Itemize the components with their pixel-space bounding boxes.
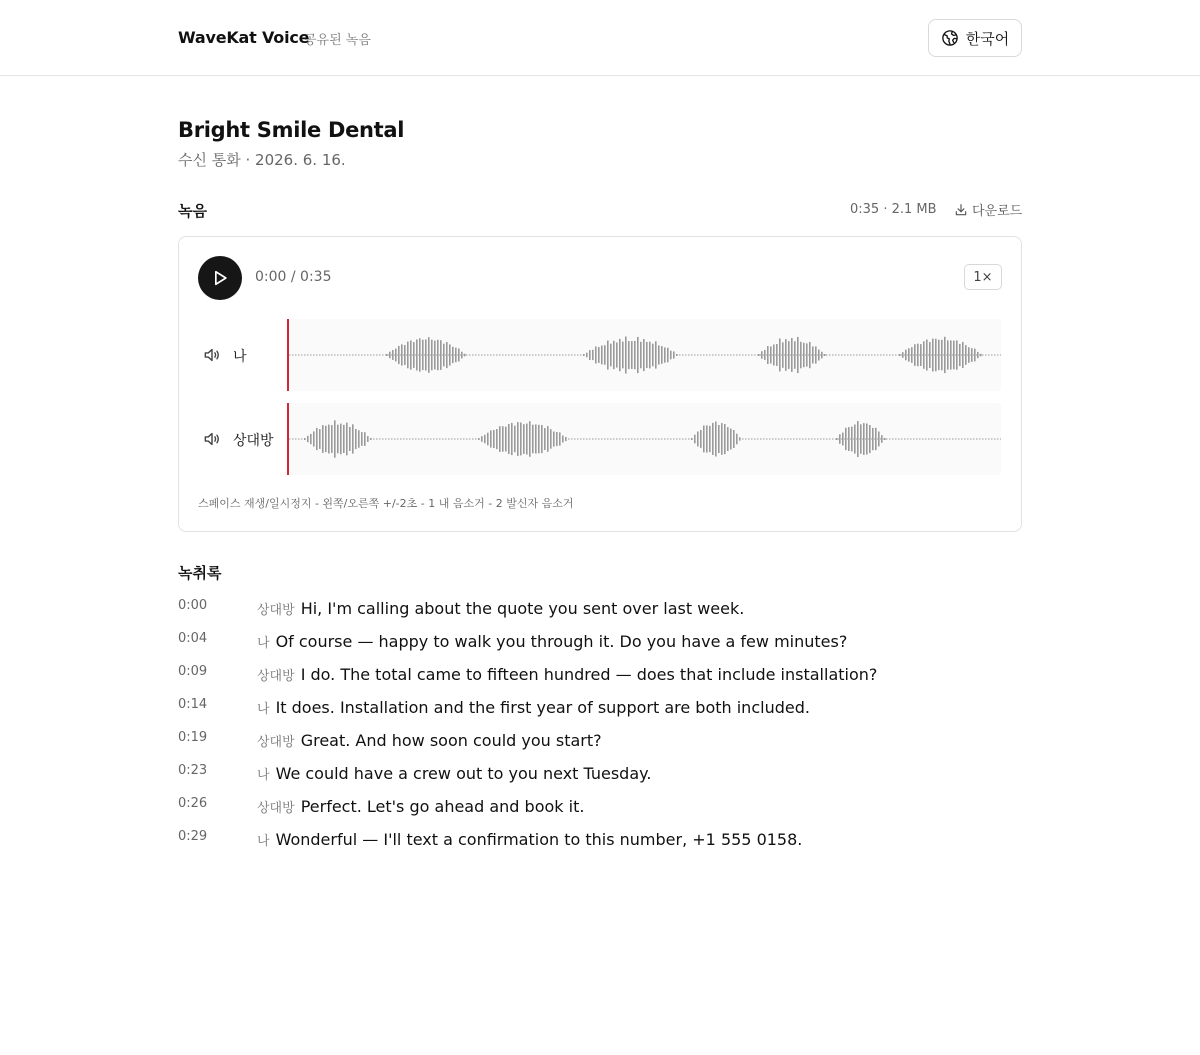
waveform-bar xyxy=(449,344,451,365)
waveform-bar xyxy=(592,350,594,360)
waveform-bar xyxy=(410,341,412,370)
waveform-bar xyxy=(325,426,327,452)
waveform-bar xyxy=(875,428,877,450)
waveform-bar xyxy=(854,425,856,454)
waveform-bar xyxy=(691,438,693,440)
waveform-bar xyxy=(673,351,675,358)
waveform-bar xyxy=(502,426,504,452)
transcript-text: Perfect. Let's go ahead and book it. xyxy=(300,797,585,816)
waveform-bar xyxy=(532,425,534,454)
waveform-bar xyxy=(628,341,630,369)
transcript-text: Hi, I'm calling about the quote you sent over last week. xyxy=(300,599,745,618)
waveform-bar xyxy=(944,337,946,373)
waveform-me[interactable] xyxy=(287,319,1001,391)
transcript-speaker: 상대방 xyxy=(257,801,295,816)
waveform-graphic xyxy=(287,403,1001,475)
waveform-bar xyxy=(872,428,874,450)
waveform-bar xyxy=(464,354,466,357)
waveform-bar xyxy=(917,344,919,367)
top-bar xyxy=(0,0,1200,76)
waveform-bar xyxy=(598,347,600,363)
call-subtitle: 수신 통화 · 2026. 6. 16. xyxy=(178,151,346,169)
waveform-bar xyxy=(664,347,666,362)
waveform-bar xyxy=(694,435,696,444)
waveform-bar xyxy=(529,421,531,457)
transcript-time: 0:26 xyxy=(178,796,208,811)
track-label-other: 상대방 xyxy=(233,433,274,449)
language-button[interactable] xyxy=(928,19,1022,57)
waveform-bar xyxy=(968,347,970,363)
transcript-line[interactable] xyxy=(178,697,1022,721)
waveform-bar xyxy=(401,344,403,365)
waveform-bar xyxy=(836,438,838,440)
waveform-bar xyxy=(496,429,498,449)
waveform-bar xyxy=(649,342,651,369)
waveform-bar xyxy=(478,438,480,440)
waveform-bar xyxy=(812,347,814,364)
transcript-text: We could have a crew out to you next Tuesday. xyxy=(275,764,652,783)
waveform-bar xyxy=(845,428,847,450)
waveform-bar xyxy=(541,425,543,453)
brand-name: WaveKat Voice xyxy=(178,28,310,47)
waveform-bar xyxy=(727,427,729,451)
waveform-bar xyxy=(493,430,495,448)
waveform-bar xyxy=(538,425,540,454)
waveform-bar xyxy=(370,438,372,440)
waveform-bar xyxy=(511,423,513,455)
waveform-bar xyxy=(899,354,901,356)
waveform-bar xyxy=(764,350,766,360)
download-icon xyxy=(954,203,968,217)
waveform-bar xyxy=(905,350,907,361)
waveform-bar xyxy=(703,426,705,453)
transcript-time: 0:23 xyxy=(178,763,208,778)
waveform-bar xyxy=(610,344,612,367)
waveform-bar xyxy=(977,352,979,358)
waveform-bar xyxy=(367,436,369,442)
waveform-bar xyxy=(395,349,397,362)
waveform-bar xyxy=(431,340,433,371)
transcript-line[interactable] xyxy=(178,598,1022,622)
transcript-speaker: 나 xyxy=(257,702,270,717)
transcript-text: It does. Installation and the first year of support are both included. xyxy=(275,698,810,717)
waveform-bar xyxy=(349,427,351,451)
track-label-me: 나 xyxy=(233,349,247,365)
brand-subtitle: 공유된 녹음 xyxy=(304,33,371,48)
waveform-bar xyxy=(425,340,427,371)
transcript-time: 0:09 xyxy=(178,664,208,679)
waveform-bar xyxy=(785,339,787,371)
transcript-text: Great. And how soon could you start? xyxy=(300,731,602,750)
waveform-bar xyxy=(667,348,669,363)
waveform-bar xyxy=(490,430,492,447)
waveform-bar xyxy=(550,429,552,449)
waveform-bar xyxy=(902,352,904,358)
waveform-bar xyxy=(824,354,826,356)
time-readout: 0:00 / 0:35 xyxy=(255,269,332,285)
waveform-bar xyxy=(443,344,445,367)
waveform-bar xyxy=(307,436,309,442)
waveform-bar xyxy=(881,435,883,443)
waveform-bar xyxy=(416,339,418,370)
waveform-bar xyxy=(739,437,741,440)
waveform-bar xyxy=(809,342,811,368)
waveform-bar xyxy=(758,354,760,356)
waveform-bar xyxy=(706,425,708,452)
waveform-bar xyxy=(914,344,916,366)
waveform-bar xyxy=(437,340,439,371)
waveform-bar xyxy=(971,348,973,362)
waveform-bar xyxy=(640,342,642,369)
waveform-bar xyxy=(508,424,510,454)
waveform-bar xyxy=(562,436,564,443)
waveform-bar xyxy=(959,344,961,366)
waveform-bar xyxy=(392,350,394,360)
playhead[interactable] xyxy=(287,319,289,391)
waveform-bar xyxy=(334,420,336,457)
waveform-bar xyxy=(616,343,618,368)
waveform-bar xyxy=(404,345,406,365)
waveform-bar xyxy=(595,347,597,364)
waveform-bar xyxy=(547,426,549,452)
waveform-bar xyxy=(499,426,501,452)
waveform-bar xyxy=(863,423,865,455)
waveform-bar xyxy=(319,429,321,449)
waveform-bar xyxy=(517,422,519,456)
waveform-bar xyxy=(484,435,486,444)
waveform-bar xyxy=(721,423,723,455)
waveform-bar xyxy=(343,425,345,453)
waveform-bar xyxy=(583,354,585,356)
waveform-bar xyxy=(926,340,928,371)
transcript-speaker: 나 xyxy=(257,834,270,849)
waveform-bar xyxy=(544,428,546,450)
waveform-bar xyxy=(715,422,717,457)
play-icon xyxy=(210,268,230,288)
waveform-bar xyxy=(565,437,567,441)
waveform-bar xyxy=(839,434,841,444)
waveform-bar xyxy=(355,429,357,449)
waveform-bar xyxy=(709,426,711,452)
download-label: 다운로드 xyxy=(972,204,1023,219)
waveform-bar xyxy=(962,342,964,368)
transcript-line[interactable] xyxy=(178,664,1022,688)
waveform-bar xyxy=(364,432,366,446)
waveform-bar xyxy=(791,338,793,372)
waveform-bar xyxy=(328,425,330,454)
play-button[interactable] xyxy=(198,256,242,300)
transcript-text: I do. The total came to fifteen hundred — does that include installation? xyxy=(300,665,878,684)
waveform-bar xyxy=(556,432,558,446)
waveform-bar xyxy=(619,339,621,371)
waveform-graphic xyxy=(287,319,1001,391)
waveform-bar xyxy=(724,424,726,454)
waveform-bar xyxy=(601,346,603,365)
transcript-speaker: 상대방 xyxy=(257,603,295,618)
waveform-bar xyxy=(929,342,931,368)
waveform-bar xyxy=(947,340,949,369)
waveform-bar xyxy=(718,425,720,453)
waveform-bar xyxy=(815,346,817,363)
waveform-bar xyxy=(818,350,820,361)
waveform-bar xyxy=(310,434,312,444)
waveform-bar xyxy=(736,434,738,445)
waveform-bar xyxy=(953,341,955,370)
transcript-time: 0:19 xyxy=(178,730,208,745)
waveform-bar xyxy=(980,354,982,357)
waveform-bar xyxy=(908,348,910,361)
waveform-bar xyxy=(857,421,859,457)
waveform-bar xyxy=(950,340,952,369)
waveform-bar xyxy=(941,340,943,371)
transcript-line[interactable] xyxy=(178,730,1022,754)
waveform-bar xyxy=(821,352,823,359)
playback-speed-button[interactable]: 1× xyxy=(964,264,1002,290)
transcript-text: Wonderful — I'll text a confirmation to this number, +1 555 0158. xyxy=(275,830,803,849)
waveform-bar xyxy=(658,345,660,364)
waveform-bar xyxy=(779,339,781,372)
waveform-bar xyxy=(313,431,315,446)
waveform-bar xyxy=(487,433,489,446)
waveform-bar xyxy=(697,432,699,447)
waveform-bar xyxy=(613,341,615,369)
waveform-bar xyxy=(340,424,342,455)
waveform-bar xyxy=(604,345,606,365)
waveform-bar xyxy=(923,341,925,369)
waveform-bar xyxy=(407,342,409,369)
waveform-bar xyxy=(911,347,913,363)
waveform-bar xyxy=(788,341,790,369)
waveform-bar xyxy=(607,341,609,370)
waveform-bar xyxy=(974,349,976,362)
transcript-text: Of course — happy to walk you through it. Do you have a few minutes? xyxy=(275,632,848,651)
waveform-bar xyxy=(625,337,627,374)
waveform-bar xyxy=(331,425,333,453)
waveform-bar xyxy=(337,425,339,454)
waveform-bar xyxy=(860,424,862,453)
waveform-bar xyxy=(643,339,645,371)
waveform-bar xyxy=(730,429,732,450)
waveform-bar xyxy=(452,347,454,363)
waveform-bar xyxy=(712,423,714,455)
waveform-bar xyxy=(956,340,958,369)
waveform-bar xyxy=(419,338,421,371)
waveform-bar xyxy=(770,347,772,364)
transcript-time: 0:14 xyxy=(178,697,208,712)
waveform-bar xyxy=(455,348,457,363)
waveform-other[interactable] xyxy=(287,403,1001,475)
waveform-bar xyxy=(520,423,522,456)
waveform-bar xyxy=(637,337,639,373)
waveform-bar xyxy=(553,432,555,447)
waveform-bar xyxy=(352,424,354,453)
waveform-bar xyxy=(481,436,483,442)
waveform-bar xyxy=(806,343,808,366)
waveform-bar xyxy=(358,430,360,448)
waveform-bar xyxy=(761,351,763,359)
waveform-bar xyxy=(413,342,415,368)
waveform-bar xyxy=(670,351,672,360)
waveform-bar xyxy=(523,424,525,454)
waveform-bar xyxy=(589,350,591,360)
waveform-bar xyxy=(322,425,324,453)
audio-player xyxy=(178,236,1022,532)
waveform-bar xyxy=(361,432,363,446)
transcript-line[interactable] xyxy=(178,631,1022,655)
waveform-bar xyxy=(866,424,868,455)
waveform-bar xyxy=(676,354,678,356)
waveform-bar xyxy=(661,346,663,364)
waveform-bar xyxy=(935,339,937,371)
waveform-bar xyxy=(776,344,778,366)
waveform-bar xyxy=(646,342,648,368)
waveform-bar xyxy=(586,353,588,358)
transcript-speaker: 상대방 xyxy=(257,669,295,684)
waveform-bar xyxy=(773,345,775,366)
waveform-bar xyxy=(800,342,802,369)
waveform-bar xyxy=(869,425,871,453)
waveform-bar xyxy=(386,354,388,356)
waveform-bar xyxy=(782,342,784,368)
track-other xyxy=(198,403,1004,475)
waveform-bar xyxy=(458,349,460,362)
waveform-bar xyxy=(304,438,306,440)
waveform-bar xyxy=(884,438,886,440)
transcript-speaker: 상대방 xyxy=(257,735,295,750)
waveform-bar xyxy=(842,433,844,446)
waveform-bar xyxy=(631,341,633,369)
recording-section-label: 녹음 xyxy=(178,202,207,220)
waveform-bar xyxy=(514,426,516,453)
transcript-time: 0:00 xyxy=(178,598,208,613)
waveform-bar xyxy=(505,427,507,452)
transcript-speaker: 나 xyxy=(257,768,270,783)
playhead[interactable] xyxy=(287,403,289,475)
waveform-bar xyxy=(422,340,424,370)
waveform-bar xyxy=(655,341,657,368)
transcript-time: 0:04 xyxy=(178,631,208,646)
download-button[interactable] xyxy=(954,200,1022,219)
waveform-bar xyxy=(794,341,796,369)
globe-icon xyxy=(941,29,959,47)
recording-meta: 0:35 · 2.1 MB xyxy=(850,202,937,217)
transcript-line[interactable] xyxy=(178,796,1022,820)
speaker-icon[interactable] xyxy=(202,345,222,365)
waveform-bar xyxy=(634,341,636,369)
track-me xyxy=(198,319,1004,391)
waveform-bar xyxy=(434,341,436,370)
waveform-bar xyxy=(316,428,318,450)
waveform-bar xyxy=(428,337,430,373)
waveform-bar xyxy=(346,423,348,456)
waveform-bar xyxy=(535,424,537,453)
waveform-bar xyxy=(848,427,850,451)
waveform-bar xyxy=(389,352,391,359)
waveform-bar xyxy=(622,342,624,369)
waveform-bar xyxy=(461,352,463,359)
waveform-bar xyxy=(797,337,799,373)
waveform-bar xyxy=(559,432,561,445)
waveform-bar xyxy=(767,346,769,364)
transcript-time: 0:29 xyxy=(178,829,208,844)
page-title: Bright Smile Dental xyxy=(178,118,405,142)
waveform-bar xyxy=(851,427,853,452)
keyboard-hint: 스페이스 재생/일시정지 - 왼쪽/오른쪽 +/-2초 - 1 내 음소거 - 2 발신자 음소거 xyxy=(198,497,574,510)
waveform-bar xyxy=(700,430,702,448)
waveform-bar xyxy=(878,432,880,447)
transcript-section-label: 녹취록 xyxy=(178,564,222,582)
waveform-bar xyxy=(440,340,442,370)
waveform-bar xyxy=(920,344,922,366)
waveform-bar xyxy=(652,344,654,367)
waveform-bar xyxy=(446,342,448,368)
waveform-bar xyxy=(803,343,805,367)
waveform-bar xyxy=(526,424,528,455)
transcript-line[interactable] xyxy=(178,763,1022,787)
waveform-bar xyxy=(965,345,967,365)
waveform-bar xyxy=(398,346,400,364)
waveform-bar xyxy=(932,339,934,372)
transcript-line[interactable] xyxy=(178,829,1022,853)
waveform-bar xyxy=(733,430,735,448)
language-label: 한국어 xyxy=(965,29,1010,48)
transcript-speaker: 나 xyxy=(257,636,270,651)
speaker-icon[interactable] xyxy=(202,429,222,449)
waveform-bar xyxy=(938,340,940,370)
